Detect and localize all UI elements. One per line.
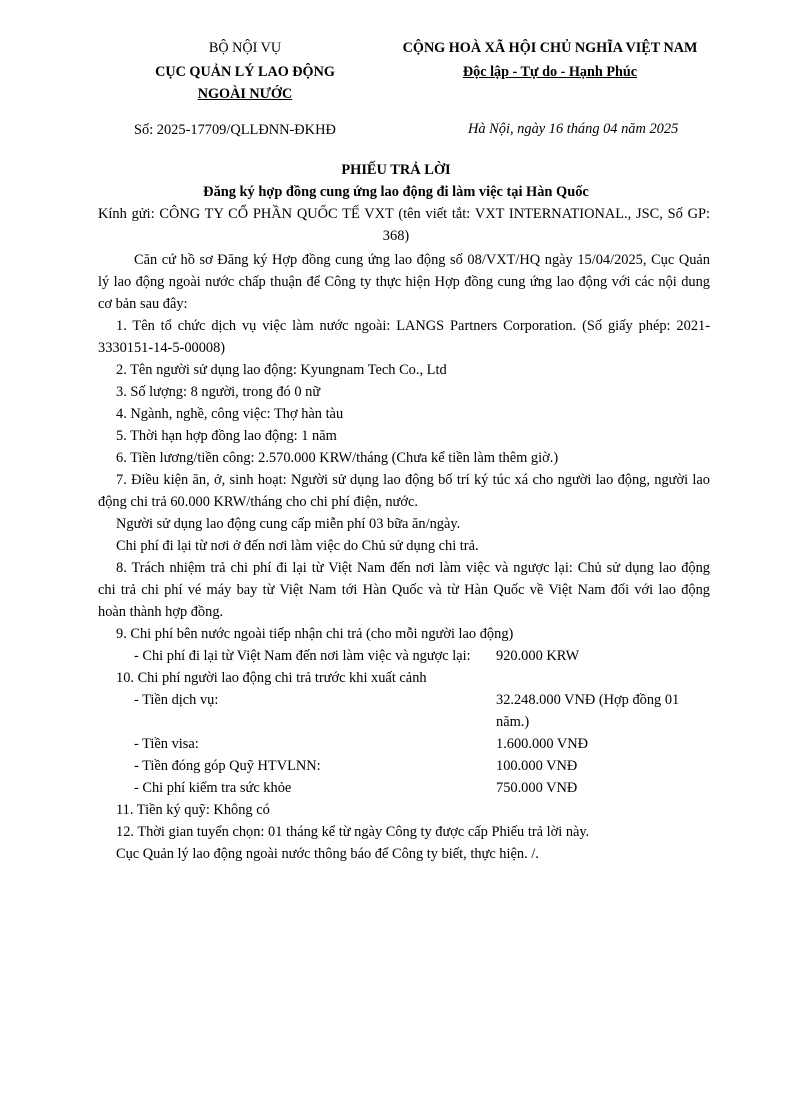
item-3: 3. Số lượng: 8 người, trong đó 0 nữ	[116, 384, 321, 400]
item-5: 5. Thời hạn hợp đồng lao động: 1 năm	[116, 428, 337, 444]
document-subtitle: Đăng ký hợp đồng cung ứng lao động đi làm việc tại Hàn Quốc	[203, 184, 589, 200]
intro-line1: Căn cứ hồ sơ Đăng ký Hợp đồng cung ứng lao động số 08/VXT/HQ ngày 15/04/2025, Cục Quản	[134, 252, 710, 268]
addressee-line1: Kính gửi: CÔNG TY CỔ PHẦN QUỐC TẾ VXT (tên viết tắt: VXT INTERNATIONAL., JSC, Số GP:	[98, 206, 710, 222]
national-title: CỘNG HOÀ XÃ HỘI CHỦ NGHĨA VIỆT NAM	[402, 40, 698, 56]
intro-line3: cơ bản sau đây:	[98, 296, 188, 312]
item-10-service-value-line2: năm.)	[496, 714, 530, 730]
item-7-meals: Người sử dụng lao động cung cấp miễn phí 03 bữa ăn/ngày.	[116, 516, 461, 532]
item-10-visa-label: - Tiền visa:	[134, 736, 199, 752]
item-9-travel-value: 920.000 KRW	[496, 648, 580, 664]
addressee-line2: 368)	[382, 228, 410, 244]
item-10: 10. Chi phí người lao động chi trả trước khi xuất cảnh	[116, 670, 427, 686]
item-6: 6. Tiền lương/tiền công: 2.570.000 KRW/tháng (Chưa kể tiền làm thêm giờ.)	[116, 450, 559, 466]
item-8-line2: chi trả chi phí vé máy bay từ Việt Nam tới Hàn Quốc và từ Hàn Quốc về Việt Nam đối với lao động	[98, 582, 710, 598]
item-10-visa-value: 1.600.000 VNĐ	[496, 736, 589, 752]
item-10-health-label: - Chi phí kiểm tra sức khỏe	[134, 780, 292, 796]
agency-name-line3: NGOÀI NƯỚC	[197, 86, 293, 102]
item-7-local-travel: Chi phí đi lại từ nơi ở đến nơi làm việc do Chủ sử dụng chi trả.	[116, 538, 479, 554]
item-1-line1: 1. Tên tổ chức dịch vụ việc làm nước ngoài: LANGS Partners Corporation. (Số giấy phép: 2021-	[116, 318, 710, 334]
national-motto: Độc lập - Tự do - Hạnh Phúc	[462, 64, 638, 80]
item-8-line1: 8. Trách nhiệm trả chi phí đi lại từ Việt Nam đến nơi làm việc và ngược lại: Chủ sử dụng lao động	[116, 560, 710, 576]
item-4: 4. Ngành, nghề, công việc: Thợ hàn tàu	[116, 406, 344, 422]
document-number: Số: 2025-17709/QLLĐNN-ĐKHĐ	[134, 122, 336, 138]
item-2: 2. Tên người sử dụng lao động: Kyungnam Tech Co., Ltd	[116, 362, 447, 378]
item-9: 9. Chi phí bên nước ngoài tiếp nhận chi trả (cho mỗi người lao động)	[116, 626, 514, 642]
item-7-line1: 7. Điều kiện ăn, ở, sinh hoạt: Người sử dụng lao động bố trí ký túc xá cho người lao động, người lao	[116, 472, 710, 488]
agency-name-line2: CỤC QUẢN LÝ LAO ĐỘNG	[155, 64, 335, 80]
place-and-date: Hà Nội, ngày 16 tháng 04 năm 2025	[468, 121, 679, 137]
document-title: PHIẾU TRẢ LỜI	[341, 162, 451, 178]
item-12: 12. Thời gian tuyển chọn: 01 tháng kể từ ngày Công ty được cấp Phiếu trả lời này.	[116, 824, 590, 840]
item-1-line2: 3330151-14-5-00008)	[98, 340, 226, 356]
intro-line2: lý lao động ngoài nước chấp thuận để Công ty thực hiện Hợp đồng cung ứng lao động với các nội dung	[98, 274, 710, 290]
item-9-travel-label: - Chi phí đi lại từ Việt Nam đến nơi làm việc và ngược lại:	[134, 648, 471, 664]
item-11: 11. Tiền ký quỹ: Không có	[116, 802, 270, 818]
item-10-service-label: - Tiền dịch vụ:	[134, 692, 219, 708]
item-10-fund-value: 100.000 VNĐ	[496, 758, 578, 774]
item-10-service-value-line1: 32.248.000 VNĐ (Hợp đồng 01	[496, 692, 680, 708]
item-8-line3: hoàn thành hợp đồng.	[98, 604, 224, 620]
closing-note: Cục Quản lý lao động ngoài nước thông báo để Công ty biết, thực hiện. /.	[116, 846, 539, 862]
item-10-fund-label: - Tiền đóng góp Quỹ HTVLNN:	[134, 758, 321, 774]
item-10-health-value: 750.000 VNĐ	[496, 780, 578, 796]
item-7-line2: động chi trả 60.000 KRW/tháng cho chi phí điện, nước.	[98, 494, 418, 510]
agency-name-line1: BỘ NỘI VỤ	[208, 40, 282, 56]
